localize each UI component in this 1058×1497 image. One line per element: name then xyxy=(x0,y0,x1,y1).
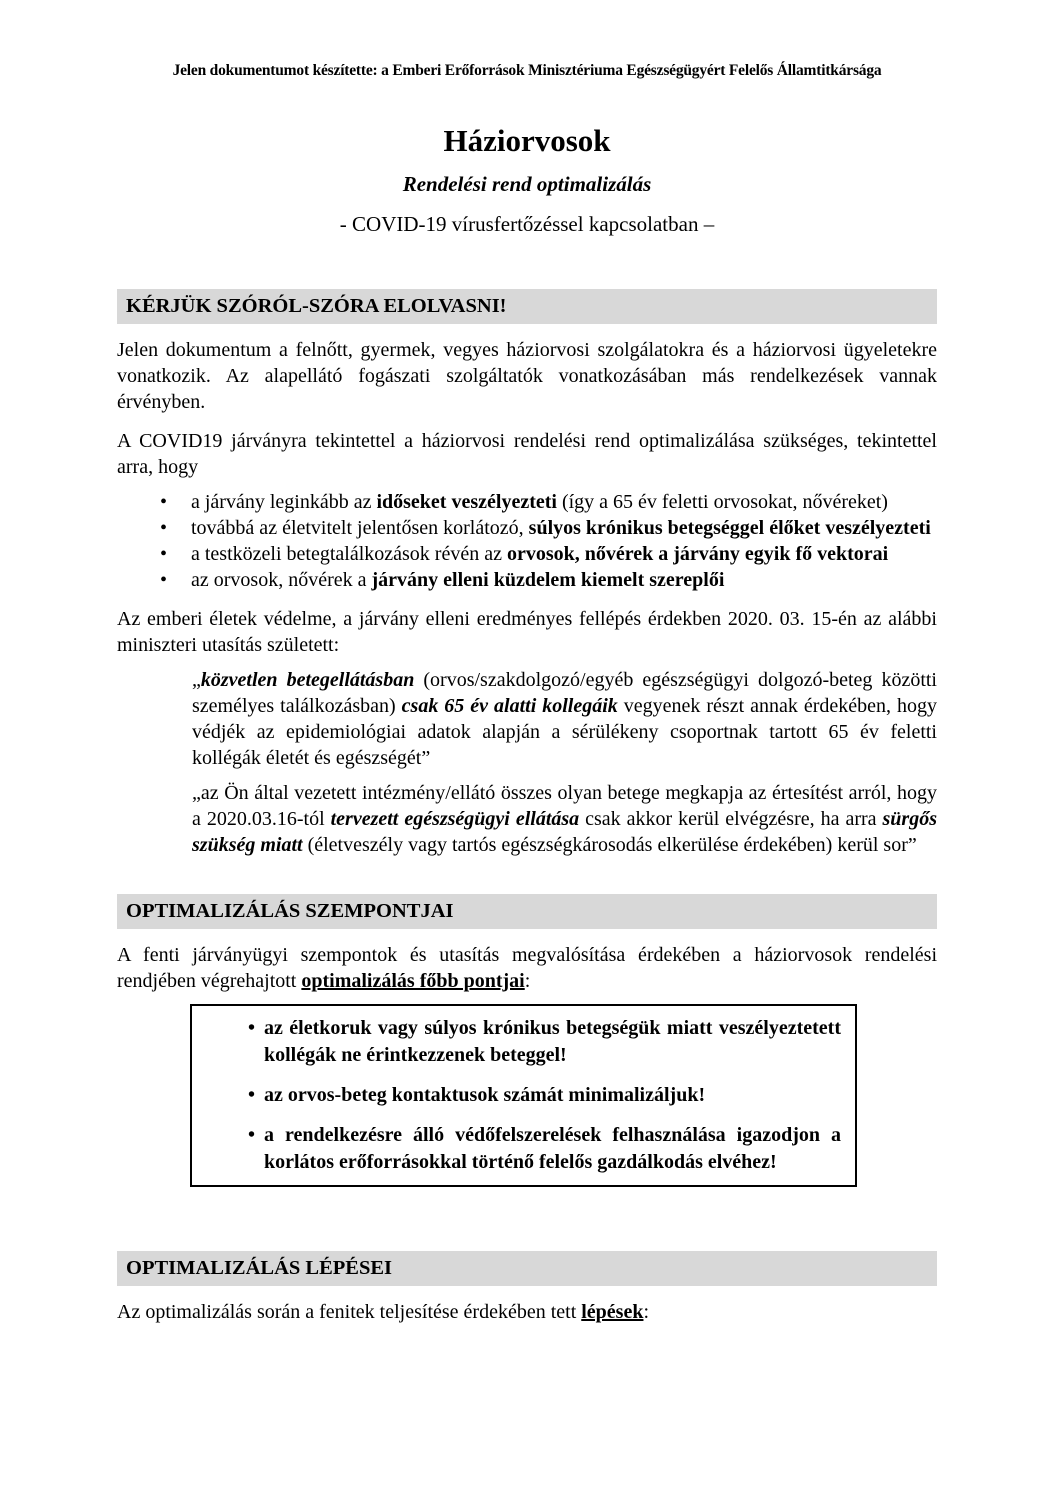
list-item: • a rendelkezésre álló védőfelszerelések felhasználása igazodjon a korlátos erőforrásokkal történő felelős gazdálkodás elvéhez! xyxy=(264,1122,841,1176)
section-heading-criteria xyxy=(117,894,937,929)
highlight-box xyxy=(190,1004,857,1187)
list-item: • továbbá az életvitelt jelentősen korlátozó, súlyos krónikus betegséggel élőket veszélyezteti xyxy=(191,515,937,541)
section-heading-criteria-label: OPTIMALIZÁLÁS SZEMPONTJAI xyxy=(126,900,454,922)
risk-bullet-list xyxy=(117,489,937,593)
list-item: • a járvány leginkább az időseket veszélyezteti (így a 65 év feletti orvosokat, nővéreket) xyxy=(191,489,937,515)
list-item: • a testközeli betegtalálkozások révén az orvosok, nővérek a járvány egyik fő vektorai xyxy=(191,541,937,567)
list-item: • az életkoruk vagy súlyos krónikus betegségük miatt veszélyeztetett kollégák ne érintkezzenek beteggel! xyxy=(264,1015,841,1069)
paragraph-covid-intro: A COVID19 járványra tekintettel a háziorvosi rendelési rend optimalizálása szükséges, tekintettel arra, hogy xyxy=(117,430,937,478)
page-subtitle: Rendelési rend optimalizálás xyxy=(402,172,652,196)
quote-patient-notice: „az Ön által vezetett intézmény/ellátó összes olyan betege megkapja az értesítést arról, hogy a 2020.03.16-tól tervezett egészségügyi ellátása csak akkor kerül elvégzésre, ha arra sürgős szükség miatt (életveszély vagy tartós egészségkárosodás elkerülése érdekében) kerül sor” xyxy=(192,782,937,856)
header-note: Jelen dokumentumot készítette: a Emberi Erőforrások Minisztériuma Egészségügyért Felelős Államtitkársága xyxy=(172,62,882,79)
list-item: • az orvos-beteg kontaktusok számát minimalizáljuk! xyxy=(264,1082,841,1109)
paragraph-scope: Jelen dokumentum a felnőtt, gyermek, vegyes háziorvosi szolgálatokra és a háziorvosi ügyeletekre vonatkozik. Az alapellátó fogászati szolgáltatók vonatkozásában más rendelkezések vannak érvényben. xyxy=(117,339,937,413)
covid-subtitle-line: - COVID-19 vírusfertőzéssel kapcsolatban – xyxy=(339,212,715,236)
section-heading-steps-label: OPTIMALIZÁLÁS LÉPÉSEI xyxy=(126,1257,392,1279)
page-title: Háziorvosok xyxy=(443,123,611,158)
section-heading-steps xyxy=(117,1251,937,1286)
paragraph-ministerial-order: Az emberi életek védelme, a járvány elleni eredményes fellépés érdekben 2020. 03. 15-én az alábbi miniszteri utasítás született: xyxy=(117,608,937,656)
section-heading-read-notice xyxy=(117,289,937,324)
section-heading-read-notice-label: KÉRJÜK SZÓRÓL-SZÓRA ELOLVASNI! xyxy=(126,295,507,317)
quote-direct-care: „közvetlen betegellátásban (orvos/szakdolgozó/egyéb egészségügyi dolgozó-beteg közötti személyes találkozásban) csak 65 év alatti kollegáik vegyenek részt annak érdekében, hogy védjék az epidemiológiai adatok alapján a sérülékeny csoportnak tartott 65 év feletti kollégák életét és egészségét” xyxy=(192,669,938,769)
paragraph-steps-intro: Az optimalizálás során a fenitek teljesítése érdekében tett lépések: xyxy=(117,1301,650,1323)
paragraph-criteria-intro: A fenti járványügyi szempontok és utasítás megvalósítása érdekében a háziorvosok rendelési rendjében végrehajtott optimalizálás főbb pontjai: xyxy=(117,944,937,992)
list-item: • az orvosok, nővérek a járvány elleni küzdelem kiemelt szereplői xyxy=(191,567,937,593)
criteria-bullet-list xyxy=(192,1015,841,1176)
